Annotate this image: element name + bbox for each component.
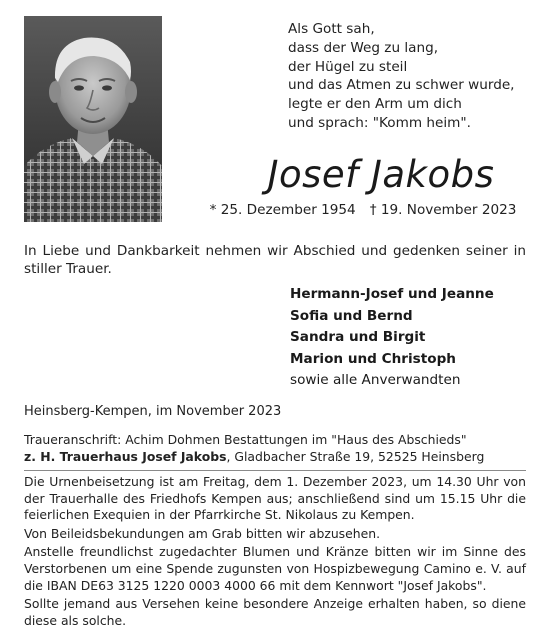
poem-line: der Hügel zu steil <box>288 58 408 75</box>
poem-line: und sprach: "Komm heim". <box>288 114 471 131</box>
address-line-2 <box>24 449 526 466</box>
mourner: Hermann-Josef und Jeanne <box>290 286 494 302</box>
mourner: Sofia und Bernd <box>290 307 413 324</box>
poem-line: dass der Weg zu lang, <box>288 39 439 56</box>
portrait-photo <box>24 16 162 222</box>
paragraph-burial: Die Urnenbeisetzung ist am Freitag, dem 1. Dezember 2023, um 14.30 Uhr von der Trauerhalle des Friedhofs Kempen aus; anschließend sind um 15.15 Uhr die feierlichen Exequien in der Pfarrkirche St. Nikolaus zu Kempen. <box>24 474 526 523</box>
deceased-name: Josef Jakobs <box>267 153 495 196</box>
poem-line: und das Atmen zu schwer wurde, <box>288 77 515 94</box>
divider <box>24 470 526 471</box>
mourners-list <box>290 284 530 392</box>
mourner: Marion und Christoph <box>290 350 456 367</box>
paragraph-notice: Sollte jemand aus Versehen keine besondere Anzeige erhalten haben, so diene diese als solche. <box>24 596 526 628</box>
address-recipient: z. H. Trauerhaus Josef Jakobs <box>24 448 227 464</box>
life-dates <box>200 202 526 218</box>
poem-line: legte er den Arm um dich <box>288 96 462 113</box>
paragraph-donation: Anstelle freundlichst zugedachter Blumen und Kränze bitten wir im Sinne des Verstorbenen um eine Spende zugunsten von Hospizbewegung Camino e. V. auf die IBAN DE63 3125 1220 0003 4000 66 mit dem Kennwort "Josef Jakobs". <box>24 544 526 593</box>
poem-line: Als Gott sah, <box>288 21 375 37</box>
poem <box>288 20 538 133</box>
mourning-address <box>24 432 526 465</box>
death-date: † 19. November 2023 <box>369 202 517 218</box>
place-date: Heinsberg-Kempen, im November 2023 <box>24 404 282 419</box>
mourner: Sandra und Birgit <box>290 329 426 346</box>
intro-text: In Liebe und Dankbarkeit nehmen wir Abschied und gedenken seiner in stiller Trauer. <box>24 243 526 278</box>
address-line-1: Traueranschrift: Achim Dohmen Bestattungen im "Haus des Abschieds" <box>24 432 467 447</box>
paragraph-condolences: Von Beileidsbekundungen am Grab bitten wir abzusehen. <box>24 525 381 541</box>
mourners-footer: sowie alle Anverwandten <box>290 372 461 389</box>
address-street: , Gladbacher Straße 19, 52525 Heinsberg <box>226 448 485 464</box>
birth-date: * 25. Dezember 1954 <box>209 202 356 218</box>
portrait-illustration <box>24 16 162 222</box>
funeral-details <box>24 474 526 631</box>
